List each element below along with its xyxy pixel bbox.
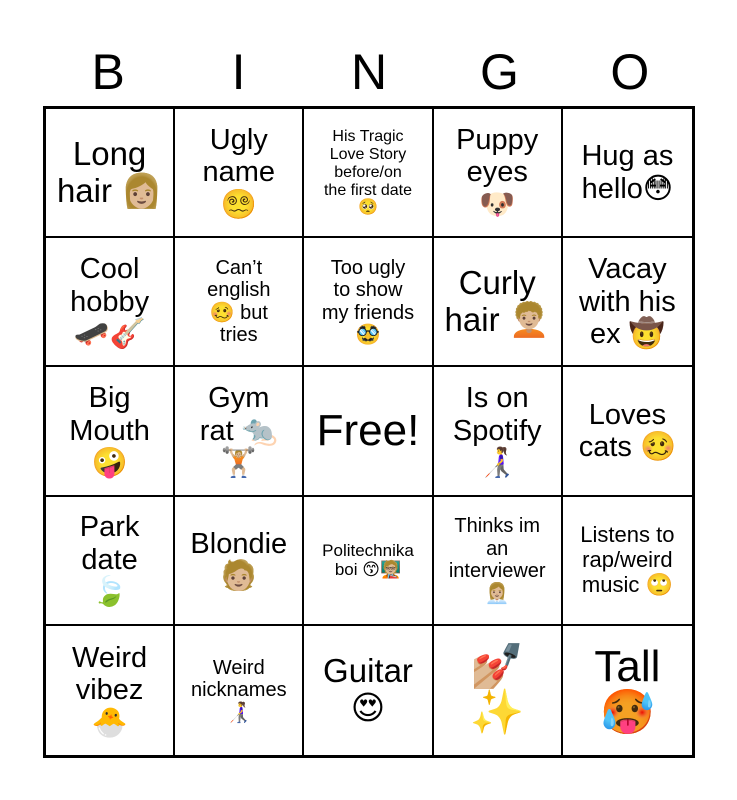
bingo-cell-r4c3[interactable] xyxy=(304,497,433,626)
header-letter-o: O xyxy=(610,44,650,100)
bingo-cell-label: Long hair 👩🏼 xyxy=(56,134,163,209)
bingo-cell-label: Guitar 😍 xyxy=(323,652,413,727)
bingo-cell-label: Hug as hello😳 xyxy=(581,140,674,205)
bingo-cell-r2c1[interactable] xyxy=(46,238,175,367)
bingo-cell-label: Tall 🥵 xyxy=(594,642,661,738)
header-letter-b: B xyxy=(91,44,125,100)
bingo-cell-label: Big Mouth 🤪 xyxy=(69,382,150,480)
bingo-cell-r4c4[interactable] xyxy=(434,497,563,626)
bingo-cell-label: Loves cats 🥴 xyxy=(578,398,677,463)
bingo-cell-label: Vacay with his ex 🤠 xyxy=(579,253,676,351)
bingo-cell-r3c4[interactable] xyxy=(434,367,563,496)
bingo-cell-r2c2[interactable] xyxy=(175,238,304,367)
bingo-cell-r2c3[interactable] xyxy=(304,238,433,367)
bingo-cell-r1c3[interactable] xyxy=(304,109,433,238)
bingo-cell-label: Park date 🍃 xyxy=(79,511,140,609)
bingo-cell-r4c5[interactable] xyxy=(563,497,692,626)
bingo-cell-label: Cool hobby 🛹🎸 xyxy=(70,253,150,351)
bingo-cell-label: His Tragic Love Story before/on the first date 🥺 xyxy=(323,127,413,217)
bingo-cell-r5c5[interactable] xyxy=(563,626,692,755)
header-letter-i: I xyxy=(231,44,246,100)
bingo-cell-r5c3[interactable] xyxy=(304,626,433,755)
header-letter-g: G xyxy=(479,44,519,100)
header-letter-n: N xyxy=(350,44,388,100)
bingo-cell-label: Curly hair 🧑🏼‍🦱 xyxy=(444,263,550,338)
bingo-cell-label: Thinks im an interviewer 👩🏼‍💼 xyxy=(448,515,546,605)
bingo-cell-r3c3[interactable] xyxy=(304,367,433,496)
bingo-card-grid xyxy=(43,106,695,758)
bingo-cell-r2c4[interactable] xyxy=(434,238,563,367)
bingo-cell-r4c2[interactable] xyxy=(175,497,304,626)
bingo-cell-label: Can’t english 🥴 but tries xyxy=(207,257,271,347)
bingo-cell-label: Free! xyxy=(316,405,420,455)
bingo-cell-r3c2[interactable] xyxy=(175,367,304,496)
bingo-cell-r4c1[interactable] xyxy=(46,497,175,626)
bingo-cell-r5c4[interactable] xyxy=(434,626,563,755)
bingo-cell-label: Politechnika boi 😙🧑🏼‍🏫 xyxy=(322,541,414,580)
bingo-cell-label: Ugly name 😵‍💫 xyxy=(202,123,276,221)
bingo-cell-label: Too ugly to show my friends 🥸 xyxy=(321,257,415,347)
bingo-cell-label: Puppy eyes 🐶 xyxy=(456,123,539,221)
bingo-cell-label: Listens to rap/weird music 🙄 xyxy=(580,522,675,597)
bingo-cell-label: Weird vibez 🐣 xyxy=(71,641,148,739)
bingo-cell-r3c5[interactable] xyxy=(563,367,692,496)
bingo-cell-r1c2[interactable] xyxy=(175,109,304,238)
bingo-cell-r1c5[interactable] xyxy=(563,109,692,238)
bingo-cell-label: Gym rat 🐀 🏋🏼 xyxy=(199,382,278,480)
bingo-cell-r1c4[interactable] xyxy=(434,109,563,238)
bingo-cell-label: Is on Spotify 👩‍🦯 xyxy=(452,382,542,480)
bingo-cell-label: 💅🏼 ✨ xyxy=(469,642,525,738)
bingo-cell-r5c1[interactable] xyxy=(46,626,175,755)
bingo-cell-r5c2[interactable] xyxy=(175,626,304,755)
bingo-cell-r2c5[interactable] xyxy=(563,238,692,367)
bingo-cell-label: Weird nicknames 👩‍🦯 xyxy=(190,656,287,724)
bingo-cell-label: Blondie 🧑🏼 xyxy=(190,527,288,593)
bingo-cell-r1c1[interactable] xyxy=(46,109,175,238)
bingo-cell-r3c1[interactable] xyxy=(46,367,175,496)
bingo-header xyxy=(43,40,695,104)
